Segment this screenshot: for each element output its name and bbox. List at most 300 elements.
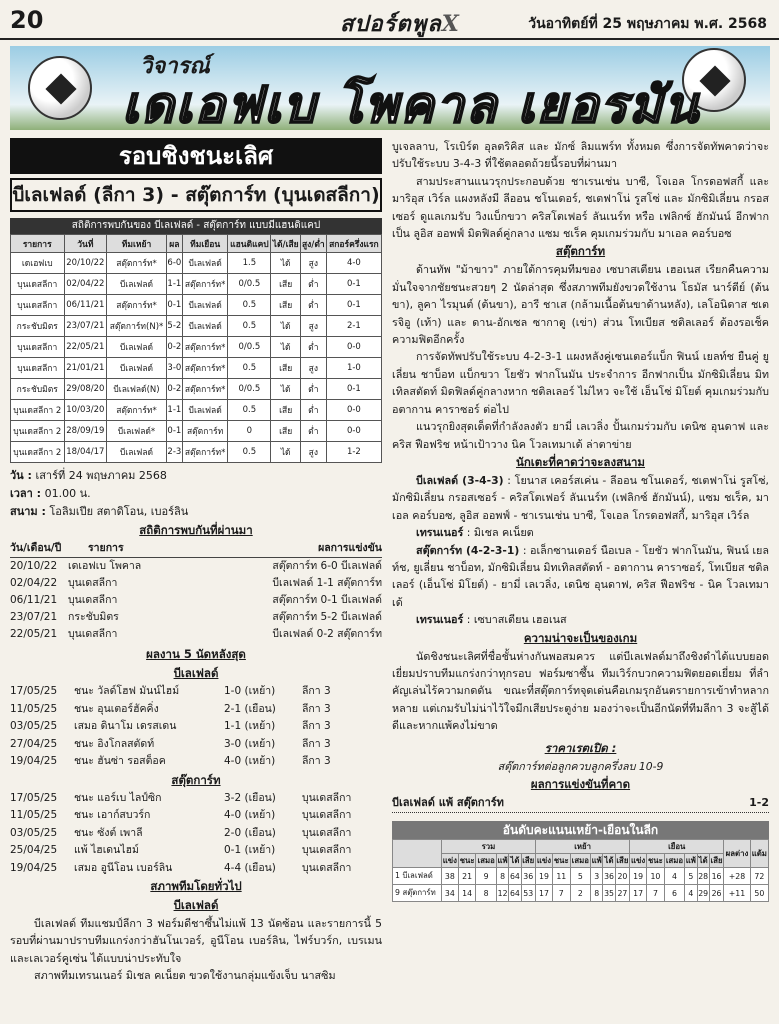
table-row: [11, 316, 382, 337]
table-cell: ต่ำ: [300, 337, 326, 358]
table-cell: 5-2: [166, 316, 182, 337]
table-cell: 23/07/21: [64, 316, 107, 337]
match-day: เสาร์ที่ 24 พฤษภาคม 2568: [35, 469, 167, 482]
form-cell: 1-1 (เหย้า): [224, 720, 276, 732]
history-cell: 20/10/22: [10, 560, 58, 572]
table-cell: บีเลเฟลด์: [182, 253, 227, 274]
form-cell: ชนะ วัลด์โฮฟ มันน์ไฮม์: [74, 685, 180, 697]
table-cell: บุนเดสลีกา 2: [11, 400, 65, 421]
table-cell: ต่ำ: [300, 295, 326, 316]
standings-diff-head: ผลต่าง: [724, 840, 750, 868]
table-cell: ต่ำ: [300, 400, 326, 421]
table-cell: 38: [441, 868, 458, 885]
table-cell: สตุ๊ตการ์ท*: [182, 337, 227, 358]
standings-group-total: รวม: [441, 840, 535, 854]
list-item: [10, 736, 382, 754]
table-cell: 29/08/20: [64, 379, 107, 400]
form-cell: ลีกา 3: [302, 720, 331, 732]
h2h-table: [10, 234, 382, 463]
standings-subhead: เสมอ: [664, 854, 684, 868]
banner-title: เดเอฟเบ โพคาล เยอรมัน: [122, 76, 701, 130]
table-cell: 8: [590, 885, 602, 902]
match-info: [10, 467, 382, 521]
article-paragraph: นัดชิงชนะเลิศที่ชื่อชั้นห่างกันพอสมควร แต่บีเลเฟลด์มาถึงชิงดำได้แบบยอดเยี่ยมปราบทีมแกร่งกว่าทุกรอบ ฟอร์มซาซึ้น ทีมเวิร์กบวกความฟิตยอดเยี่ยม ที่ลำคัญเล่นไร้ความกดดัน ขณะที่สตุ๊ตการ์ทจุดเด่นคือเกมรุกอันตรายการเข้าทำหลากหลาย แต่เกมรับไม่น่าไว้ใจมีกเสียประตูง่าย มองว่าจะเป็นอีกนัดที่ทีมลีกา 3 จะสู้ได้ดีและหากแพ้คงไม่ขาด: [392, 649, 769, 733]
lineup2-players: : อเล็กซานเดอร์ นือเบล - โยชัว ฟากโนมัน, ฟินน์ เยลท์ช, ยูเลี่ยน ชาบ็อท, มักซิมิเลี่ยน มิทเทิลสตัดท์ - อตากาน คาราซอร์, โทเบียส ชติลเลอร์ (เอ็นโซ่ มิโยต์) - ยามี่ เลเวลิ่ง, เดนิซ อุนดาฟ, คริส ฟือฟริช - นิค โวลเทมาเด้: [392, 543, 769, 609]
table-cell: 8: [496, 868, 508, 885]
table-cell: 02/04/22: [64, 274, 107, 295]
standings-subhead: เสมอ: [476, 854, 496, 868]
list-item: [10, 753, 382, 771]
standings-subhead: แข่ง: [630, 854, 647, 868]
standings-subhead: เสีย: [709, 854, 724, 868]
form-cell: 2-1 (เยือน): [224, 702, 276, 715]
standings-subhead: เสมอ: [570, 854, 590, 868]
logo-x: X: [441, 11, 460, 37]
h2h-header-cell: สูง/ต่ำ: [300, 235, 326, 253]
form-cell: 19/04/25: [10, 755, 58, 767]
table-cell: 16: [709, 868, 724, 885]
round-heading: รอบชิงชนะเลิศ: [10, 138, 382, 174]
lineup1-players: : โยนาส เคอร์สเค่น - ลีออน ชโนเดอร์, ชเตฟาโน่ รูสโซ่, มักซิมิเลี่ยน กรอสเซอร์ - คริสโตเฟอร์ ลันเนร์ท (เฟลิกซ์ ฮักมันน์), แซม ชเร็ค, มาเอล คอร์บอซ, ลูอิส ออพฟ์ - ชาเรนเช่น บาซี, โจเอล โกรดอฟสกี้, มาริอุส เวิร์ล: [392, 473, 769, 522]
form-cell: 3-0 (เหย้า): [224, 737, 276, 750]
table-cell: 4-0: [326, 253, 381, 274]
table-cell: 4: [685, 885, 697, 902]
form-cell: บุนเดสลีกา: [302, 809, 352, 821]
history-head-date: วัน/เดือน/ปี: [10, 542, 62, 554]
table-cell: 0-1: [166, 421, 182, 442]
form-cell: 1-0 (เหย้า): [224, 685, 276, 697]
predict-title: ผลการแข่งขันที่คาด: [530, 777, 631, 791]
table-row: [11, 358, 382, 379]
table-cell: สูง: [300, 442, 326, 463]
article-paragraph: สามประสานแนวรุกประกอบด้วย ชาเรนเช่น บาซี, โจเอล โกรดอฟสกี้ และ มาริอุส เวิร์ล แผงหลังมี ลีออน ชโนเดอร์, ชเตฟาโน่ รูสโซ่ และ มักซิมิเลี่ยน กรอสเซอร์ ดูแลเกมรับ วิงแบ็กขวา คริสโตเฟอร์ ลันเนร์ท หรือ เฟลิกซ์ ฮักมันน์ อีกฟากเป็น ลูอิส ออพฟ์ มิดฟิลด์คู่กลาง แซม ชเร็ค คุมเกมร่วมกับ มาเอล คอร์บอซ: [392, 174, 769, 241]
table-cell: บีเลเฟลด์: [107, 337, 167, 358]
table-cell: เสีย: [271, 358, 300, 379]
table-cell: 1-0: [326, 358, 381, 379]
table-cell: เสีย: [271, 421, 300, 442]
table-cell: 3: [590, 868, 602, 885]
table-cell: 21/01/21: [64, 358, 107, 379]
table-cell: สูง: [300, 316, 326, 337]
table-cell: 0-2: [166, 379, 182, 400]
table-cell: 6: [664, 885, 684, 902]
table-cell: ต่ำ: [300, 274, 326, 295]
table-cell: ต่ำ: [300, 379, 326, 400]
table-cell: 0.5: [228, 295, 271, 316]
form-cell: ลีกา 3: [302, 702, 331, 715]
banner-kicker: วิจารณ์: [140, 53, 210, 79]
table-cell: 0-2: [166, 337, 182, 358]
list-item: [10, 609, 382, 626]
form-cell: ลีกา 3: [302, 685, 331, 697]
form-cell: เสมอ ดินาโม เดรสเดน: [74, 720, 177, 732]
form-cell: 17/05/25: [10, 685, 58, 697]
form-cell: 4-0 (เหย้า): [224, 809, 276, 821]
lineup-team2: [392, 542, 769, 612]
table-row: [11, 337, 382, 358]
odds-title: ราคาเรตเปิด :: [544, 740, 617, 755]
table-cell: 21: [458, 868, 476, 885]
table-cell: บีเลเฟลด์*: [107, 421, 167, 442]
article-paragraph: แนวรุกยิงสุดเด็ดที่กำลังลงตัว ยามี่ เลเวลิ่ง ปั้นเกมร่วมกับ เดนิซ อุนดาฟ และ คริส ฟือฟริช หน้าเป้าวาง นิค โวลเทมาเด้ ล่าตาข่าย: [392, 420, 769, 451]
table-cell: ต่ำ: [300, 421, 326, 442]
form-cell: เสมอ อูนีโอน เบอร์ลิน: [74, 861, 173, 874]
standings-diff: +28: [724, 868, 750, 885]
table-cell: กระชับมิตร: [11, 316, 65, 337]
standings-subhead: แพ้: [685, 854, 697, 868]
h2h-header-cell: ผล: [166, 235, 182, 253]
form-cell: ชนะ อิงโกลสตัดท์: [74, 737, 155, 750]
lineup2-team: สตุ๊ตการ์ท (4-2-3-1): [416, 543, 520, 557]
table-cell: สตุ๊ตการ์ท*: [182, 358, 227, 379]
table-cell: สตุ๊ตการ์ท(N)*: [107, 316, 167, 337]
list-item: [10, 718, 382, 736]
article-paragraph: การจัดทัพปรับใช้ระบบ 4-2-3-1 แผงหลังคู่เซนเตอร์แบ็ก ฟินน์ เยลท์ช ยืนคู่ ยูเลี่ยน ชาบ็อท แบ็กขวา โยชัว ฟากโนมัน ประจำการ อีกฟากเป็น มักซิมิเลี่ยน มิทเทิลสตัดท์ มิดฟิลด์คู่กลางหาก ชติลเลอร์ ไม่ไหว จะใช้ เอ็นโซ่ มิโยต์ คุมเกมร่วมกับ อตากาน คาราซอร์ ต่อไป: [392, 350, 769, 416]
article-paragraph: บูเจลลาบ, โรเบิร์ต อุลตริคิส และ มักซ์ ลิมแพร์ท ทั้งหมด ซึ่งการจัดทัพคาดว่าจะปรับใช้ระบบ 3-4-3 ที่ใช้ตลอดถ้วยนี้รอบที่ผ่านมา: [392, 140, 769, 171]
standings-subhead: ชนะ: [552, 854, 570, 868]
table-cell: 53: [521, 885, 536, 902]
table-row: [11, 379, 382, 400]
table-cell: กระชับมิตร: [11, 379, 65, 400]
table-cell: 20: [615, 868, 630, 885]
lineup-team1: [392, 472, 769, 524]
history-cell: บีเลเฟลด์ 1-1 สตุ๊ตการ์ท: [272, 577, 382, 589]
form-cell: 0-1 (เหย้า): [224, 844, 276, 856]
table-cell: 0-1: [326, 274, 381, 295]
table-cell: บีเลเฟลด์: [107, 274, 167, 295]
table-cell: 7: [647, 885, 665, 902]
table-cell: ได้: [271, 442, 300, 463]
table-cell: 36: [603, 868, 615, 885]
standings-table: [392, 839, 769, 902]
list-item: [10, 558, 382, 575]
table-cell: 19: [630, 868, 647, 885]
table-cell: บีเลเฟลด์: [182, 316, 227, 337]
form-team1-list: [10, 683, 382, 771]
table-row: [11, 400, 382, 421]
table-cell: 1-2: [326, 442, 381, 463]
match-time: 01.00 น.: [44, 487, 91, 500]
form-cell: 3-2 (เยือน): [224, 791, 276, 804]
form-cell: ชนะ ฮันซ่า รอสต็อค: [74, 755, 166, 767]
table-cell: 0-0: [326, 337, 381, 358]
list-item: [10, 825, 382, 843]
table-cell: 20/10/22: [64, 253, 107, 274]
form-cell: 19/04/25: [10, 861, 58, 874]
table-cell: บีเลเฟลด์: [107, 442, 167, 463]
table-cell: 0.5: [228, 442, 271, 463]
prediction-row: [392, 794, 769, 813]
table-cell: สตุ๊ตการ์ท*: [182, 442, 227, 463]
list-item: [10, 701, 382, 719]
history-cell: สตุ๊ตการ์ท 0-1 บีเลเฟลด์: [272, 594, 382, 606]
form-cell: 03/05/25: [10, 826, 58, 839]
standings-subhead: ชนะ: [647, 854, 665, 868]
table-cell: ได้: [271, 379, 300, 400]
standings-team: 1 บีเลเฟลด์: [393, 868, 442, 885]
table-cell: 1-1: [166, 400, 182, 421]
table-cell: บุนเดสลีกา: [11, 295, 65, 316]
table-row: [11, 421, 382, 442]
day-label: วัน :: [10, 469, 32, 482]
article-banner: [10, 46, 770, 130]
list-item: [10, 807, 382, 825]
table-row: [11, 274, 382, 295]
form-cell: 4-4 (เยือน): [224, 861, 276, 874]
form-cell: 03/05/25: [10, 720, 58, 732]
history-cell: 02/04/22: [10, 577, 58, 589]
table-cell: 64: [509, 885, 521, 902]
table-cell: 9: [476, 868, 496, 885]
list-item: [10, 575, 382, 592]
page-header: [0, 0, 779, 40]
table-cell: 11: [552, 868, 570, 885]
form-cell: ชนะ เอาก์สบวร์ก: [74, 809, 151, 821]
coach-team1: [392, 524, 769, 541]
table-cell: 35: [603, 885, 615, 902]
table-cell: 0/0.5: [228, 379, 271, 400]
table-cell: บุนเดสลีกา: [11, 358, 65, 379]
table-cell: สูง: [300, 253, 326, 274]
table-cell: 29: [697, 885, 709, 902]
table-cell: 0-1: [326, 295, 381, 316]
match-venue: โอลิมเปีย สตาดิโอน, เบอร์ลิน: [49, 505, 189, 518]
history-cell: 22/05/21: [10, 628, 58, 640]
table-cell: 3-0: [166, 358, 182, 379]
table-cell: ได้: [271, 316, 300, 337]
prediction-text: บีเลเฟลด์ แพ้ สตุ๊ตการ์ท: [392, 796, 504, 809]
table-cell: 06/11/21: [64, 295, 107, 316]
table-cell: เสีย: [271, 274, 300, 295]
publication-logo: [340, 6, 460, 41]
logo-text: สปอร์ตพูล: [340, 11, 442, 37]
football-icon: [28, 56, 92, 120]
table-cell: 27: [615, 885, 630, 902]
h2h-header-cell: ทีมเหย้า: [107, 235, 167, 253]
standings-subhead: ได้: [509, 854, 521, 868]
table-row: [11, 295, 382, 316]
standings-subhead: เสีย: [521, 854, 536, 868]
team2-section-title: สตุ๊ตการ์ท: [555, 244, 606, 259]
history-cell: เดเอฟเบ โพคาล: [68, 560, 142, 572]
table-cell: บีเลเฟลด์(N): [107, 379, 167, 400]
form-team2: สตุ๊ตการ์ท: [171, 772, 221, 787]
history-cell: บีเลเฟลด์ 0-2 สตุ๊ตการ์ท: [272, 628, 382, 640]
standings-subhead: เสีย: [615, 854, 630, 868]
standings-team-head: [393, 840, 442, 868]
table-cell: 0-0: [326, 421, 381, 442]
form-cell: ชนะ ซังต์ เพาลี: [74, 826, 143, 839]
table-cell: 6-0: [166, 253, 182, 274]
form-cell: 17/05/25: [10, 791, 58, 804]
table-cell: 2: [570, 885, 590, 902]
history-cell: สตุ๊ตการ์ท 5-2 บีเลเฟลด์: [272, 611, 382, 623]
standings-pts: 72: [750, 868, 768, 885]
lineup-title: นักเตะที่คาดว่าจะลงสนาม: [515, 454, 645, 469]
table-cell: สตุ๊ตการ์ท*: [107, 295, 167, 316]
standings-team: 9 สตุ๊ตการ์ท: [393, 885, 442, 902]
table-cell: 0-1: [326, 379, 381, 400]
table-cell: 8: [476, 885, 496, 902]
table-cell: เสีย: [271, 295, 300, 316]
table-cell: 28: [697, 868, 709, 885]
standings-subhead: แข่ง: [536, 854, 553, 868]
h2h-header-cell: รายการ: [11, 235, 65, 253]
h2h-header-cell: ทีมเยือน: [182, 235, 227, 253]
table-cell: 1-1: [166, 274, 182, 295]
form-cell: 11/05/25: [10, 702, 58, 715]
form-title: ผลงาน 5 นัดหลังสุด: [146, 647, 246, 661]
coach2-name: : เซบาสเตียน เฮอเนส: [463, 613, 567, 627]
table-cell: บุนเดสลีกา 2: [11, 442, 65, 463]
form-team2-list: [10, 790, 382, 878]
table-cell: สตุ๊ตการ์ท*: [107, 400, 167, 421]
coach2-label: เทรนเนอร์: [416, 613, 464, 627]
form-cell: ชนะ แอร์เบ ไลป์ซิก: [74, 791, 162, 804]
history-cell: กระชับมิตร: [68, 611, 119, 623]
form-cell: 27/04/25: [10, 737, 58, 750]
h2h-header-cell: ได้/เสีย: [271, 235, 300, 253]
standings-group-home: เหย้า: [536, 840, 630, 854]
form-cell: 11/05/25: [10, 809, 58, 821]
table-row: [11, 442, 382, 463]
table-cell: 28/09/19: [64, 421, 107, 442]
condition-paragraph: สภาพทีมเทรนเนอร์ มิเชล คเน็ยต ขวดใช้งานกลุ่มแข้งเจ็บ นาสซิม: [34, 969, 336, 983]
right-column: [392, 138, 769, 1024]
table-cell: บุนเดสลีกา: [11, 337, 65, 358]
form-team1: บีเลเฟลด์: [173, 666, 219, 680]
table-cell: บุนเดสลีกา: [11, 274, 65, 295]
table-cell: 17: [536, 885, 553, 902]
form-cell: บุนเดสลีกา: [302, 861, 352, 874]
coach-team2: [392, 611, 769, 628]
page-number: 20: [10, 6, 44, 34]
outlook-title: ความน่าจะเป็นของเกม: [523, 630, 638, 645]
table-cell: บีเลเฟลด์: [182, 295, 227, 316]
table-cell: 12: [496, 885, 508, 902]
table-cell: 0.5: [228, 358, 271, 379]
list-item: [10, 626, 382, 643]
coach1-label: เทรนเนอร์: [416, 526, 464, 540]
table-cell: เสีย: [271, 400, 300, 421]
lineup1-team: บีเลเฟลด์ (3-4-3): [416, 473, 504, 487]
table-cell: 0: [228, 421, 271, 442]
table-row: [11, 253, 382, 274]
history-cell: 23/07/21: [10, 611, 58, 623]
standings-subhead: แพ้: [496, 854, 508, 868]
form-cell: 2-0 (เยือน): [224, 826, 276, 839]
form-cell: บุนเดสลีกา: [302, 844, 352, 856]
table-cell: บุนเดสลีกา 2: [11, 421, 65, 442]
standings-subhead: แข่ง: [441, 854, 458, 868]
form-cell: ลีกา 3: [302, 755, 331, 767]
odds-text: สตุ๊ตการ์ทต่อลูกควบลูกครึ่งลบ 10-9: [497, 759, 664, 773]
list-item: [10, 860, 382, 878]
table-cell: 19: [536, 868, 553, 885]
history-cell: สตุ๊ตการ์ท 6-0 บีเลเฟลด์: [272, 560, 382, 572]
condition-paragraph: บีเลเฟลด์ ทีมแชมป์ลีกา 3 ฟอร์มดีชาซึ้นไม่แพ้ 13 นัดซ้อน และรายการนี้ 5 รอบที่ผ่านมาปราบทีมแกร่งกว่าฮันโนเวอร์, อูนีโอน เบอร์ลิน, ไฟร์บวร์ก, เบรเมน และเลเวอร์คูเซ่น ได้แบบน่าประทับใจ: [10, 917, 382, 965]
table-cell: 4: [664, 868, 684, 885]
table-cell: 10: [647, 868, 665, 885]
h2h-table-title: สถิติการพบกันของ บีเลเฟลด์ - สตุ๊ตการ์ท แบบมีแฮนดิแคป: [10, 218, 382, 234]
table-cell: สตุ๊ตการ์ท*: [182, 379, 227, 400]
standings-subhead: ได้: [603, 854, 615, 868]
condition-title: สภาพทีมโดยทั่วไป: [150, 879, 242, 893]
form-cell: 25/04/25: [10, 844, 58, 856]
condition-team1: บีเลเฟลด์: [173, 898, 219, 912]
standings-group-away: เยือน: [630, 840, 724, 854]
list-item: [10, 683, 382, 701]
table-cell: บีเลเฟลด์: [107, 358, 167, 379]
standings-diff: +11: [724, 885, 750, 902]
standings-title: อันดับคะแนนเหย้า-เยือนในลีก: [392, 821, 769, 839]
table-cell: 64: [509, 868, 521, 885]
history-cell: บุนเดสลีกา: [68, 628, 118, 640]
form-cell: บุนเดสลีกา: [302, 826, 352, 839]
table-cell: 1.5: [228, 253, 271, 274]
h2h-header-cell: สกอร์ครึ่งแรก: [326, 235, 381, 253]
table-cell: 5: [685, 868, 697, 885]
table-cell: 36: [521, 868, 536, 885]
standings-subhead: ชนะ: [458, 854, 476, 868]
publication-date: วันอาทิตย์ที่ 25 พฤษภาคม พ.ศ. 2568: [528, 16, 767, 32]
table-cell: 18/04/17: [64, 442, 107, 463]
history-cell: บุนเดสลีกา: [68, 577, 118, 589]
h2h-header-cell: แฮนดิแคป: [228, 235, 271, 253]
table-row: [393, 868, 769, 885]
table-cell: 2-1: [326, 316, 381, 337]
table-cell: 0-1: [166, 295, 182, 316]
table-cell: 5: [570, 868, 590, 885]
table-cell: บีเลเฟลด์: [182, 400, 227, 421]
table-cell: สูง: [300, 358, 326, 379]
table-cell: ได้: [271, 337, 300, 358]
table-cell: 0-0: [326, 400, 381, 421]
h2h-header-cell: วันที่: [64, 235, 107, 253]
table-cell: 0/0.5: [228, 337, 271, 358]
prediction-score: 1-2: [749, 796, 769, 809]
history-head-comp: รายการ: [88, 542, 124, 554]
table-row: [393, 885, 769, 902]
table-cell: 17: [630, 885, 647, 902]
table-cell: 0.5: [228, 316, 271, 337]
history-list: [10, 558, 382, 643]
table-cell: สตุ๊ตการ์ท*: [182, 274, 227, 295]
form-cell: บุนเดสลีกา: [302, 791, 352, 804]
standings-subhead: แพ้: [590, 854, 602, 868]
left-column: [10, 138, 382, 1024]
table-cell: ได้: [271, 253, 300, 274]
table-cell: 34: [441, 885, 458, 902]
table-cell: สตุ๊ตการ์ท*: [107, 253, 167, 274]
standings-subhead: ได้: [697, 854, 709, 868]
coach1-name: : มิเชล คเน็ยต: [463, 526, 534, 540]
form-cell: แพ้ ไฮเดนไฮม์: [74, 844, 139, 856]
form-cell: 4-0 (เหย้า): [224, 755, 276, 767]
venue-label: สนาม :: [10, 505, 46, 518]
list-item: [10, 790, 382, 808]
history-head-result: ผลการแข่งขัน: [318, 542, 382, 554]
history-title: สถิติการพบกันที่ผ่านมา: [139, 523, 253, 537]
form-cell: ลีกา 3: [302, 737, 331, 750]
table-cell: สตุ๊ตการ์ท: [182, 421, 227, 442]
table-cell: 10/03/20: [64, 400, 107, 421]
table-cell: 14: [458, 885, 476, 902]
table-cell: เดเอฟเบ: [11, 253, 65, 274]
standings-pts-head: แต้ม: [750, 840, 768, 868]
form-cell: ชนะ อุนเตอร์ฮัคคิ่ง: [74, 702, 159, 715]
standings-pts: 50: [750, 885, 768, 902]
